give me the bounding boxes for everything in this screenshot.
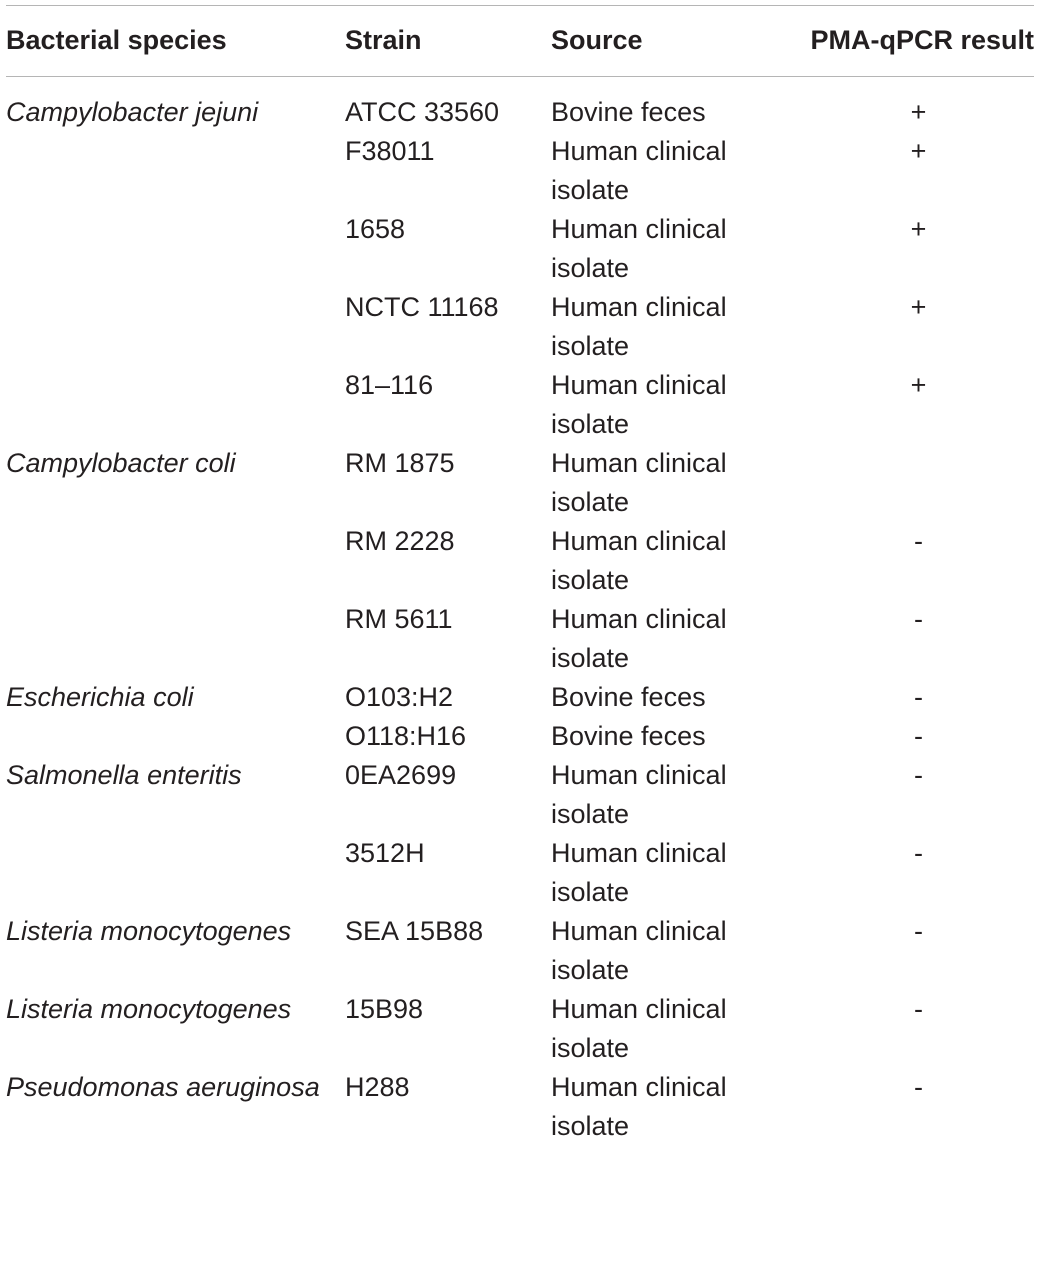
species-cell xyxy=(6,210,345,288)
source-cell: Human clinical isolate xyxy=(551,760,727,829)
strain-cell: 0EA2699 xyxy=(345,760,457,790)
table-row xyxy=(6,76,1034,132)
strain-cell: 1658 xyxy=(345,214,406,244)
table-header xyxy=(6,5,1034,76)
result-cell: + xyxy=(910,214,927,244)
strain-cell: O118:H16 xyxy=(345,721,467,751)
header-bacterial-species: Bacterial species xyxy=(6,25,227,55)
source-cell: Bovine feces xyxy=(551,97,706,127)
result-cell: - xyxy=(914,682,923,712)
species-cell xyxy=(6,834,345,912)
source-cell: Human clinical isolate xyxy=(551,448,727,517)
table-row xyxy=(6,756,1034,834)
source-cell: Human clinical isolate xyxy=(551,370,727,439)
table-row xyxy=(6,522,1034,600)
table-row xyxy=(6,366,1034,444)
strain-cell: O103:H2 xyxy=(345,682,454,712)
header-pma-qpcr-result: PMA-qPCR result xyxy=(810,25,1034,55)
table-row xyxy=(6,717,1034,756)
source-cell: Human clinical isolate xyxy=(551,292,727,361)
result-cell: + xyxy=(910,370,927,400)
source-cell: Human clinical isolate xyxy=(551,214,727,283)
source-cell: Human clinical isolate xyxy=(551,838,727,907)
species-cell: Campylobacter coli xyxy=(6,448,236,478)
strain-cell: RM 2228 xyxy=(345,526,455,556)
strain-cell: 81–116 xyxy=(345,370,434,400)
species-cell xyxy=(6,600,345,678)
species-cell xyxy=(6,522,345,600)
result-cell: - xyxy=(914,604,923,634)
strain-cell: 3512H xyxy=(345,838,425,868)
species-cell: Listeria monocytogenes xyxy=(6,916,292,946)
species-cell: Listeria monocytogenes xyxy=(6,994,292,1024)
table-row xyxy=(6,288,1034,366)
result-cell: - xyxy=(914,760,923,790)
table-row xyxy=(6,834,1034,912)
strain-cell: SEA 15B88 xyxy=(345,916,484,946)
source-cell: Bovine feces xyxy=(551,682,706,712)
result-cell: - xyxy=(914,994,923,1024)
table-row xyxy=(6,912,1034,990)
species-cell xyxy=(6,717,345,756)
result-cell: - xyxy=(914,916,923,946)
strain-cell: NCTC 11168 xyxy=(345,292,499,322)
result-cell: + xyxy=(910,136,927,166)
strain-cell: ATCC 33560 xyxy=(345,97,500,127)
result-cell: - xyxy=(914,838,923,868)
source-cell: Human clinical isolate xyxy=(551,994,727,1063)
table-row xyxy=(6,600,1034,678)
species-cell xyxy=(6,288,345,366)
source-cell: Human clinical isolate xyxy=(551,604,727,673)
strain-cell: RM 5611 xyxy=(345,604,453,634)
table-row xyxy=(6,210,1034,288)
result-cell: - xyxy=(914,1072,923,1102)
bacterial-strains-table xyxy=(6,5,1034,1146)
result-cell xyxy=(783,444,1034,522)
species-cell: Pseudomonas aeruginosa xyxy=(6,1072,320,1102)
result-cell: - xyxy=(914,721,923,751)
result-cell: + xyxy=(910,97,927,127)
species-cell: Campylobacter jejuni xyxy=(6,97,259,127)
table-row xyxy=(6,678,1034,717)
source-cell: Human clinical isolate xyxy=(551,1072,727,1141)
species-cell: Salmonella enteritis xyxy=(6,760,242,790)
source-cell: Human clinical isolate xyxy=(551,136,727,205)
source-cell: Human clinical isolate xyxy=(551,526,727,595)
source-cell: Bovine feces xyxy=(551,721,706,751)
result-cell: + xyxy=(910,292,927,322)
table-row xyxy=(6,1068,1034,1146)
strain-cell: 15B98 xyxy=(345,994,424,1024)
header-source: Source xyxy=(551,25,643,55)
strain-cell: RM 1875 xyxy=(345,448,455,478)
header-row xyxy=(6,5,1034,76)
result-cell: - xyxy=(914,526,923,556)
strain-cell: H288 xyxy=(345,1072,410,1102)
header-strain: Strain xyxy=(345,25,422,55)
source-cell: Human clinical isolate xyxy=(551,916,727,985)
table-row xyxy=(6,444,1034,522)
species-cell: Escherichia coli xyxy=(6,682,194,712)
species-cell xyxy=(6,366,345,444)
table-row xyxy=(6,132,1034,210)
species-cell xyxy=(6,132,345,210)
strain-cell: F38011 xyxy=(345,136,435,166)
table-body xyxy=(6,76,1034,1146)
table-row xyxy=(6,990,1034,1068)
